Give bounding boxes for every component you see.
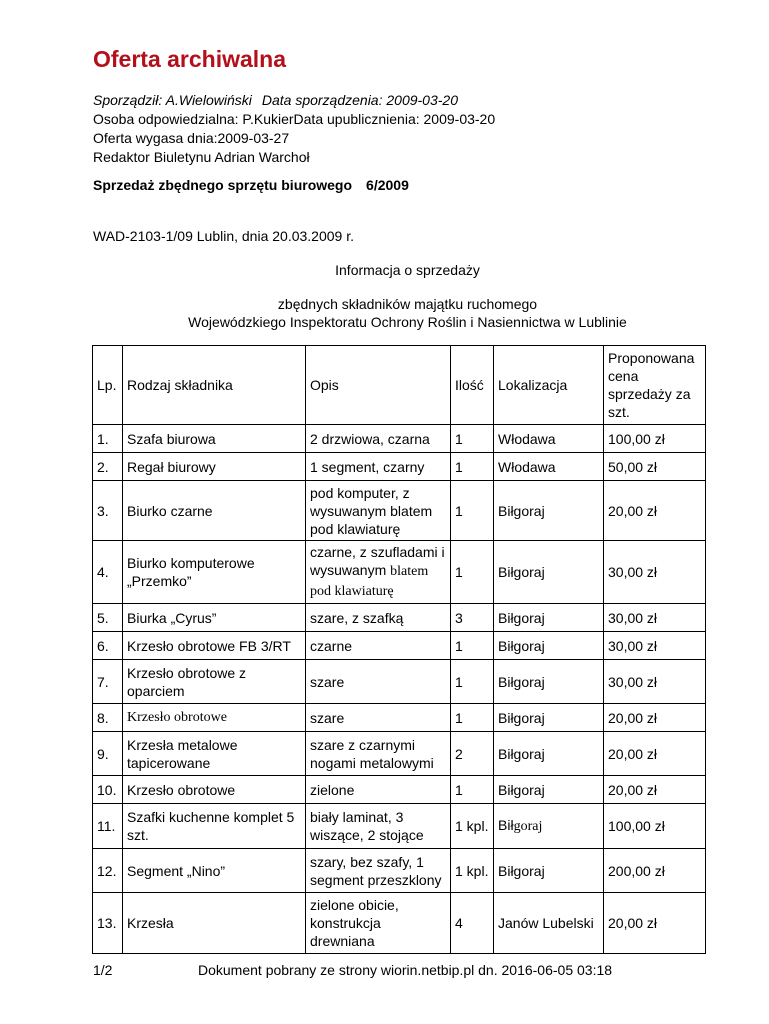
cell-type: Regał biurowy: [123, 453, 306, 481]
cell-description: biały laminat, 3 wiszące, 2 stojące: [306, 804, 451, 849]
table-row: [93, 804, 706, 849]
table-row: [93, 893, 706, 954]
cell-location: Biłgoraj: [494, 481, 604, 541]
cell-lp: 8.: [93, 704, 123, 732]
cell-lp: 13.: [93, 893, 123, 954]
cell-location: Biłgoraj: [494, 732, 604, 776]
table-row: [93, 453, 706, 481]
cell-description: szare z czarnymi nogami metalowymi: [306, 732, 451, 776]
prepared-date: Data sporządzenia: 2009-03-20: [261, 92, 458, 108]
cell-location-part: Bił: [498, 817, 514, 833]
cell-price: 200,00 zł: [604, 849, 706, 893]
table-row: [93, 632, 706, 660]
cell-quantity: 1 kpl.: [451, 804, 494, 849]
table-row: [93, 604, 706, 632]
cell-price: 20,00 zł: [604, 776, 706, 804]
cell-type: Krzesła metalowe tapicerowane: [123, 732, 306, 776]
cell-quantity: 1: [451, 704, 494, 732]
cell-price: 30,00 zł: [604, 541, 706, 604]
cell-location: Janów Lubelski: [494, 893, 604, 954]
cell-location: Biłgoraj: [494, 541, 604, 604]
cell-price: 30,00 zł: [604, 632, 706, 660]
page-title: Oferta archiwalna: [93, 46, 287, 72]
table-row: [93, 660, 706, 704]
cell-description-part: blatem pod klawiaturę: [310, 564, 429, 599]
cell-location: Biłgoraj: [494, 704, 604, 732]
cell-description: zielone: [306, 776, 451, 804]
cell-type: Szafa biurowa: [123, 425, 306, 453]
cell-description: zielone obicie, konstrukcja drewniana: [306, 893, 451, 954]
cell-type: Krzesło obrotowe: [123, 704, 306, 732]
cell-price: 20,00 zł: [604, 732, 706, 776]
cell-price: 20,00 zł: [604, 481, 706, 541]
cell-lp: 2.: [93, 453, 123, 481]
cell-type: Krzesło obrotowe z oparciem: [123, 660, 306, 704]
cell-lp: 3.: [93, 481, 123, 541]
document-metadata: [93, 91, 495, 167]
cell-lp: 5.: [93, 604, 123, 632]
cell-quantity: 3: [451, 604, 494, 632]
cell-description: pod komputer, z wysuwanym blatem pod klawiaturę: [306, 481, 451, 541]
table-row: [93, 481, 706, 541]
cell-location: Biłgoraj: [494, 604, 604, 632]
subject-text: Sprzedaż zbędnego sprzętu biurowego: [93, 177, 353, 193]
cell-type: Krzesło obrotowe FB 3/RT: [123, 632, 306, 660]
cell-lp: 12.: [93, 849, 123, 893]
cell-quantity: 1: [451, 481, 494, 541]
cell-description: szare: [306, 704, 451, 732]
cell-location: Włodawa: [494, 453, 604, 481]
info-line-3: Wojewódzkiego Inspektoratu Ochrony Roślin i Nasiennictwa w Lublinie: [188, 314, 627, 330]
cell-lp: 7.: [93, 660, 123, 704]
cell-price: 30,00 zł: [604, 604, 706, 632]
info-description: [0, 295, 769, 331]
cell-type: Biurko czarne: [123, 481, 306, 541]
cell-price: 20,00 zł: [604, 704, 706, 732]
header-location: Lokalizacja: [494, 346, 604, 425]
offer-table: [92, 345, 706, 954]
cell-type: Szafki kuchenne komplet 5 szt.: [123, 804, 306, 849]
cell-quantity: 1: [451, 660, 494, 704]
cell-quantity: 1: [451, 776, 494, 804]
cell-type: Segment „Nino”: [123, 849, 306, 893]
table-row: [93, 541, 706, 604]
cell-quantity: 1: [451, 541, 494, 604]
cell-description: czarne: [306, 632, 451, 660]
subject-number: 6/2009: [366, 177, 409, 193]
header-quantity: Ilość: [451, 346, 494, 425]
metadata-prepared-line: [93, 91, 495, 110]
cell-price: 30,00 zł: [604, 660, 706, 704]
cell-description: [306, 541, 451, 604]
offer-expiry: Oferta wygasa dnia:2009-03-27: [93, 130, 290, 146]
header-type: Rodzaj składnika: [123, 346, 306, 425]
table-row: [93, 732, 706, 776]
cell-location: [494, 804, 604, 849]
cell-type: Krzesło obrotowe: [123, 776, 306, 804]
prepared-by: Sporządził: A.Wielowiński: [93, 92, 252, 108]
cell-price: 100,00 zł: [604, 804, 706, 849]
offer-subject: [93, 177, 409, 193]
reference-line: WAD-2103-1/09 Lublin, dnia 20.03.2009 r.: [93, 228, 354, 244]
cell-description: 1 segment, czarny: [306, 453, 451, 481]
cell-description: szary, bez szafy, 1 segment przeszklony: [306, 849, 451, 893]
header-description: Opis: [306, 346, 451, 425]
table-row: [93, 704, 706, 732]
cell-type: Biurko komputerowe „Przemko”: [123, 541, 306, 604]
info-line-2: zbędnych składników majątku ruchomego: [277, 296, 538, 312]
cell-location-part: goraj: [513, 819, 543, 834]
cell-lp: 11.: [93, 804, 123, 849]
cell-location: Biłgoraj: [494, 632, 604, 660]
cell-price: 20,00 zł: [604, 893, 706, 954]
table-row: [93, 849, 706, 893]
cell-location: Biłgoraj: [494, 849, 604, 893]
cell-quantity: 2: [451, 732, 494, 776]
cell-lp: 6.: [93, 632, 123, 660]
cell-quantity: 1: [451, 453, 494, 481]
cell-description-part: czarne, z szufladami i wysuwanym: [310, 544, 445, 578]
cell-description: szare, z szafką: [306, 604, 451, 632]
cell-description: szare: [306, 660, 451, 704]
bulletin-editor: Redaktor Biuletynu Adrian Warchoł: [93, 149, 310, 165]
cell-price: 50,00 zł: [604, 453, 706, 481]
cell-quantity: 4: [451, 893, 494, 954]
cell-lp: 1.: [93, 425, 123, 453]
info-heading: Informacja o sprzedaży: [335, 262, 480, 278]
table-header-row: [93, 346, 706, 425]
page-number: 1/2: [93, 962, 113, 978]
cell-quantity: 1: [451, 425, 494, 453]
cell-price: 100,00 zł: [604, 425, 706, 453]
header-price: Proponowana cena sprzedaży za szt.: [604, 346, 706, 425]
cell-lp: 9.: [93, 732, 123, 776]
cell-description: 2 drzwiowa, czarna: [306, 425, 451, 453]
cell-quantity: 1: [451, 632, 494, 660]
cell-location: Biłgoraj: [494, 776, 604, 804]
cell-type: Biurka „Cyrus”: [123, 604, 306, 632]
footer-source: Dokument pobrany ze strony wiorin.netbip.pl dn. 2016-06-05 03:18: [198, 962, 613, 978]
cell-lp: 10.: [93, 776, 123, 804]
table-row: [93, 776, 706, 804]
cell-quantity: 1 kpl.: [451, 849, 494, 893]
header-lp: Lp.: [93, 346, 123, 425]
responsible-person: Osoba odpowiedzialna: P.KukierData upublicznienia: 2009-03-20: [93, 111, 496, 127]
cell-location: Włodawa: [494, 425, 604, 453]
table-row: [93, 425, 706, 453]
cell-type: Krzesła: [123, 893, 306, 954]
cell-location: Biłgoraj: [494, 660, 604, 704]
cell-lp: 4.: [93, 541, 123, 604]
